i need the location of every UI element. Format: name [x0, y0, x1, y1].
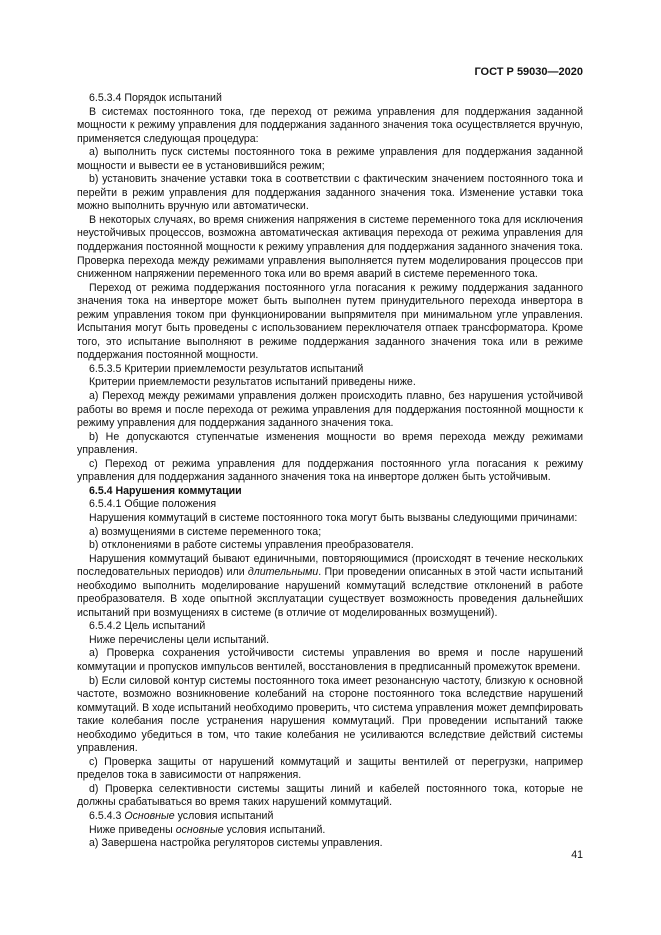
section-heading-654: 6.5.4 Нарушения коммутации — [89, 484, 242, 497]
italic-term: основные — [175, 823, 224, 836]
italic-term: длительными — [247, 566, 319, 579]
text-run: Нарушения коммутаций бывают единичными, повторяющимися (происходят в течение нескольких последовательных периодов) или — [77, 552, 583, 579]
section-heading-6541: 6.5.4.1 Общие положения — [89, 498, 217, 511]
text-run: . При проведении описанных в этой части испытаний необходимо выполнить моделирование нарушений коммутаций вследствие отклонений в работе преобразователя. В ходе опытной эксплуатации существует возможность проведения дальнейших испытаний при возмущениях в системе (в отличие от моделированных возмущений). — [77, 566, 583, 619]
heading-number: 6.5.4.3 — [89, 809, 125, 822]
list-item: d) Проверка селективности системы защиты линий и кабелей постоянного тока, которые не должны срабатываться во время таких нарушений коммутаций. — [77, 782, 583, 809]
paragraph: Ниже перечислены цели испытаний. — [89, 633, 270, 646]
paragraph: Переход от режима поддержания постоянного угла погасания к режиму поддержания заданного значения тока на инверторе может быть выполнен путем принудительного перехода инвертора в режим управления током при функционировании выпрямителя при минимальном угле управления. Испытания могут быть проведены с использованием переключателя отпаек трансформатора. Кроме того, это испытание выполняют в режиме поддержания заданного значения тока или в режиме поддержания постоянной мощности. — [77, 281, 583, 362]
list-item: а) Завершена настройка регуляторов системы управления. — [89, 837, 383, 850]
italic-term: Основные — [124, 809, 175, 822]
list-item: с) Проверка защиты от нарушений коммутаций и защиты вентилей от перегрузки, например пределов тока в зависимости от напряжения. — [77, 755, 583, 782]
list-item: b) Если силовой контур системы постоянного тока имеет резонансную частоту, близкую к основной частоте, возможно возникновение колебаний на стороне постоянного тока вследствие нарушений коммутаций. В ходе испытаний необходимо проверить, что система управления может демпфировать такие колебания после устранения нарушения коммутаций. При проведении испытаний также необходимо убедиться в том, что такие колебания не усиливаются вследствие действий системы управления. — [77, 674, 583, 755]
list-item: b) установить значение уставки тока в соответствии с фактическим значением постоянного тока и перейти в режим управления для поддержания заданного значения тока. Изменение уставки тока можно выполнить вручную или автоматически. — [77, 173, 583, 213]
paragraph: Критерии приемлемости результатов испытаний приведены ниже. — [89, 376, 416, 389]
section-heading-6535: 6.5.3.5 Критерии приемлемости результатов испытаний — [89, 362, 364, 375]
list-item: с) Переход от режима управления для поддержания постоянного угла погасания к режиму управления для поддержания заданного значения тока на инверторе должен быть устойчивым. — [77, 457, 583, 484]
text-run: Ниже приведены — [89, 823, 176, 836]
list-item: а) Проверка сохранения устойчивости системы управления во время и после нарушений коммутации и пропусков импульсов вентилей, восстановления в предписанный промежуток времени. — [77, 647, 583, 673]
section-heading-6542: 6.5.4.2 Цель испытаний — [89, 620, 206, 633]
paragraph: В некоторых случаях, во время снижения напряжения в системе переменного тока для исключения неустойчивых процессов, возможна автоматическая активация перехода от режима управления для поддержания постоянной мощности к режиму управления для поддержания заданного значения тока. Проверка перехода между режимами управления выполняется путем моделирования процессов при сниженном напряжении переменного тока или во время аварий в системе переменного тока. — [77, 213, 583, 281]
paragraph: В системах постоянного тока, где переход от режима управления для поддержания заданной мощности к режиму управления для поддержания заданного значения тока осуществляется вручную, применяется следующая процедура: — [77, 105, 583, 145]
list-item: b) Не допускаются ступенчатые изменения мощности во время перехода между режимами управления. — [77, 430, 583, 457]
list-item: а) выполнить пуск системы постоянного тока в режиме управления для поддержания заданной мощности и вывести ее в установившийся режим; — [77, 146, 583, 172]
list-item: а) Переход между режимами управления должен происходить плавно, без нарушения устойчивой работы во время и после перехода от режима управления для поддержания постоянной мощности к режиму управления для поддержания заданного значения тока. — [77, 390, 583, 430]
list-item: b) отклонениями в работе системы управления преобразователя. — [89, 539, 414, 552]
document-code: ГОСТ Р 59030—2020 — [474, 66, 583, 78]
page-number: 41 — [571, 849, 583, 861]
heading-rest: условия испытаний — [174, 809, 274, 822]
paragraph — [77, 824, 583, 838]
list-item: а) возмущениями в системе переменного тока; — [89, 525, 322, 538]
paragraph: Нарушения коммутаций в системе постоянного тока могут быть вызваны следующими причинами: — [89, 511, 578, 524]
section-heading-6534: 6.5.3.4 Порядок испытаний — [89, 92, 222, 104]
page-body — [77, 92, 583, 851]
paragraph — [77, 553, 583, 621]
text-run: условия испытаний. — [223, 823, 326, 836]
section-heading-6543 — [77, 810, 583, 824]
